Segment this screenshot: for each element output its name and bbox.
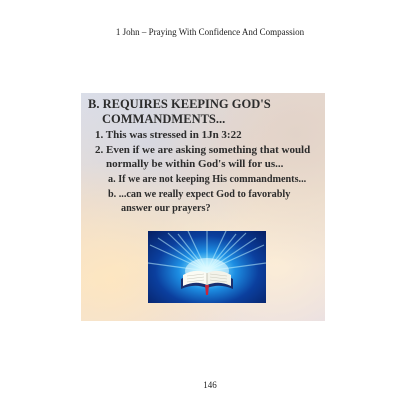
sub-point-b-line2: answer our prayers?	[121, 203, 211, 214]
slide-title-line1: B. REQUIRES KEEPING GOD'S	[88, 97, 271, 111]
open-bible-radiant-icon	[148, 231, 266, 303]
sub-point-a: a. If we are not keeping His commandments...	[108, 174, 307, 185]
page-number: 146	[203, 380, 217, 390]
page-header: 1 John – Praying With Confidence And Compassion	[115, 27, 305, 37]
point-2-line2: normally be within God's will for us...	[106, 158, 284, 170]
sub-point-b-line1: b. ...can we really expect God to favorably	[108, 189, 291, 200]
slide-title-line2: COMMANDMENTS...	[102, 112, 226, 126]
point-2-line1: 2. Even if we are asking something that would	[95, 144, 311, 156]
slide-image	[81, 93, 325, 321]
point-1: 1. This was stressed in 1Jn 3:22	[95, 129, 242, 141]
bible-illustration	[148, 231, 266, 303]
